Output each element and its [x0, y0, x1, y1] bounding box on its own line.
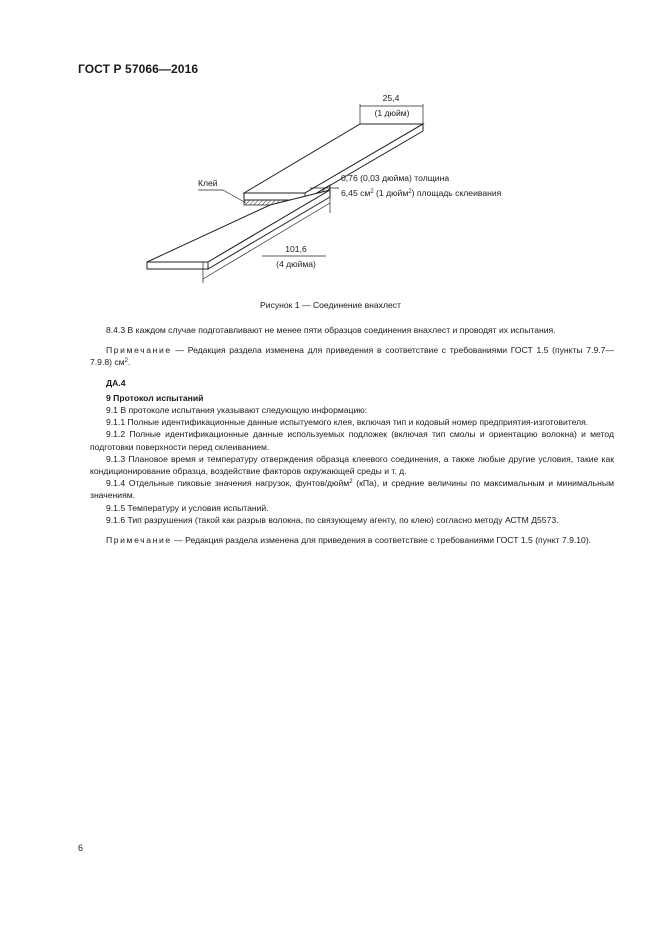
top-width-unit: (1 дюйм) — [374, 108, 410, 118]
top-width-value: 25,4 — [382, 93, 400, 103]
thickness-note: 0,76 (0,03 дюйма) толщина — [341, 173, 450, 183]
lap-joint-figure — [0, 80, 661, 295]
length-unit: (4 дюйма) — [276, 259, 316, 269]
page-header-title: ГОСТ Р 57066—2016 — [78, 62, 199, 76]
paragraph-9-1-6: 9.1.6 Тип разрушения (такой как разрыв волокна, по связующему агенту, по клею) согласно методу АСТМ Д5573. — [106, 514, 559, 525]
paragraph-9-1: 9.1 В протоколе испытания указывают следующую информацию: — [106, 405, 368, 416]
paragraph-9-1-5: 9.1.5 Температуру и условия испытаний. — [106, 502, 269, 513]
paragraph-9-1-3: 9.1.3 Плановое время и температуру отверждения образца клеевого соединения, а также любые другие условия, такие как кондиционирование образца, воздействие факторов окружающей среды и т. д. — [90, 453, 614, 477]
paragraph-9-1-1: 9.1.1 Полные идентификационные данные испытуемого клея, включая тип и кодовый номер предприятия-изготовителя. — [106, 417, 589, 428]
p914-b: (кПа), и средние величины по максимальным и минимальным значениям. — [90, 478, 614, 501]
note-2 — [90, 534, 614, 546]
area-note-sup2: 2 — [408, 189, 412, 195]
paragraph-9-1-2: 9.1.2 Полные идентификационные данные используемых подложек (включая тип смолы и ориентацию волокна) и метод подготовки поверхности перед склеиванием. — [90, 429, 614, 452]
note-1-text-a: — Редакция раздела изменена для приведения в соответствие с требованиями ГОСТ 1.5 (пункты 7.9.7—7.9.8) см — [90, 345, 614, 368]
note-1 — [90, 344, 614, 368]
note-1-text-b: . — [127, 357, 131, 368]
length-value: 101,6 — [285, 244, 307, 254]
paragraph-8-4-3: 8.4.3 В каждом случае подготавливают не менее пяти образцов соединения внахлест и проводят их испытания. — [106, 325, 556, 335]
area-note-c: ) площадь склеивания — [411, 188, 502, 198]
section-da-4: ДА.4 — [106, 377, 126, 388]
area-note-a: 6,45 см — [341, 188, 371, 198]
paragraph-9-1-4 — [90, 477, 614, 501]
p914-a: 9.1.4 Отдельные пиковые значения нагрузок, фунтов/дюйм — [106, 478, 350, 489]
area-note-sup1: 2 — [370, 189, 374, 195]
p914-sup: 2 — [349, 479, 353, 486]
note-1-label: Примечание — [106, 345, 172, 356]
note-2-text: — Редакция раздела изменена для приведения в соответствие с требованиями ГОСТ 1.5 (пункт 7.9.10). — [171, 535, 592, 546]
figure-caption: Рисунок 1 — Соединение внахлест — [260, 300, 401, 310]
section-9-heading: 9 Протокол испытаний — [106, 392, 204, 403]
area-note — [341, 188, 502, 198]
document-body — [90, 324, 614, 546]
note-2-label: Примечание — [106, 535, 172, 546]
note-1-sup: 2 — [124, 358, 128, 365]
adhesive-label: Клей — [198, 178, 218, 188]
bottom-strip-front-face — [147, 262, 208, 269]
area-note-b: (1 дюйм — [373, 188, 409, 198]
page-number: 6 — [78, 843, 84, 853]
